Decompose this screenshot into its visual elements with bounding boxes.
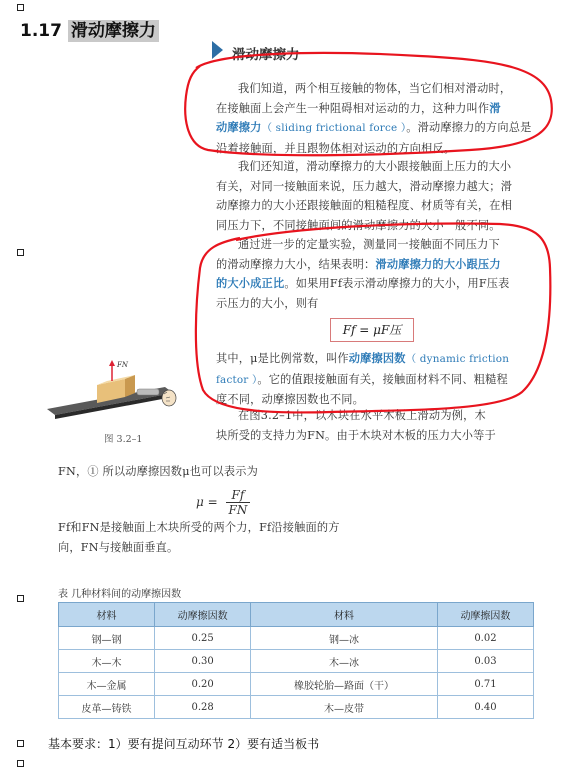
bullet-marker bbox=[17, 4, 24, 11]
section-marker-icon bbox=[212, 41, 223, 59]
table-cell: 钢—钢 bbox=[59, 627, 155, 650]
table-cell: 0.03 bbox=[437, 650, 533, 673]
table-cell: 木—金属 bbox=[59, 673, 155, 696]
english-term: （ sliding frictional force ） bbox=[261, 122, 407, 135]
text-line: 动摩擦力的大小还跟接触面的粗糙程度、材质等有关，在相 bbox=[216, 199, 513, 213]
text-line: 。它的值跟接触面有关，接触面材料不同、粗糙程 bbox=[257, 372, 508, 386]
table-row bbox=[59, 696, 534, 719]
keyword-proportional: 的大小成正比 bbox=[216, 276, 285, 291]
table-cell: 木—冰 bbox=[251, 650, 438, 673]
text-line: 向，FN与接触面垂直。 bbox=[58, 540, 179, 554]
table-cell: 0.71 bbox=[437, 673, 533, 696]
bullet-marker bbox=[17, 760, 24, 767]
table-caption: 表 几种材料间的动摩擦因数 bbox=[58, 589, 182, 600]
text-line: 。如果用Ff表示滑动摩擦力的大小，用F压表 bbox=[284, 277, 510, 291]
text-line: 在图3.2–1中，以木块在水平木板上滑动为例，木 bbox=[238, 409, 486, 422]
paragraph-definition bbox=[216, 79, 536, 158]
formula-lhs: μ = bbox=[196, 495, 218, 509]
bullet-marker bbox=[17, 249, 24, 256]
fraction bbox=[226, 488, 251, 517]
column-header: 动摩擦因数 bbox=[437, 603, 533, 627]
text-line: 我们还知道，滑动摩擦力的大小跟接触面上压力的大小 bbox=[238, 160, 512, 173]
keyword-sliding-friction: 滑 bbox=[489, 100, 501, 115]
fraction-numerator: Ff bbox=[226, 488, 251, 503]
text-line: 块所受的支持力为FN。由于木块对木板的压力大小等于 bbox=[216, 428, 496, 442]
english-term: （ dynamic friction bbox=[405, 353, 510, 365]
text-line: 的滑动摩擦力大小，结果表明： bbox=[216, 257, 376, 271]
table-row bbox=[59, 650, 534, 673]
text-line: 有关，对同一接触面来说，压力越大，滑动摩擦力越大；滑 bbox=[216, 179, 513, 193]
keyword-dynamic-friction: 动摩擦因数 bbox=[348, 351, 406, 365]
table-row bbox=[59, 627, 534, 650]
table-cell: 0.30 bbox=[155, 650, 251, 673]
formula-friction: Ff = μF压 bbox=[330, 318, 414, 342]
requirement-note: 基本要求：1）要有提问互动环节 2）要有适当板书 bbox=[48, 737, 320, 751]
formula-coefficient bbox=[196, 488, 250, 517]
table-cell: 钢—冰 bbox=[251, 627, 438, 650]
fraction-denominator: FN bbox=[228, 503, 248, 517]
table-cell: 0.02 bbox=[437, 627, 533, 650]
text-line: 在接触面上会产生一种阻碍相对运动的力，这种力叫作 bbox=[216, 101, 490, 115]
table-cell: 0.20 bbox=[155, 673, 251, 696]
paragraph-force-directions bbox=[58, 518, 488, 557]
column-header: 材料 bbox=[59, 603, 155, 627]
figure-block-on-board bbox=[45, 357, 195, 437]
arrow-head-icon bbox=[109, 360, 115, 366]
spring-scale bbox=[137, 389, 159, 395]
table-cell: 橡胶轮胎—路面（干） bbox=[251, 673, 438, 696]
table-cell: 皮革—铸铁 bbox=[59, 696, 155, 719]
bullet-marker bbox=[17, 740, 24, 747]
page-title bbox=[20, 16, 159, 41]
english-term: factor ） bbox=[216, 373, 258, 386]
table-row bbox=[59, 673, 534, 696]
text-line: 度不同，动摩擦因数也不同。 bbox=[216, 393, 365, 407]
table-cell: 0.40 bbox=[437, 696, 533, 719]
paragraph-coefficient-formula bbox=[58, 462, 488, 482]
column-header: 材料 bbox=[251, 603, 438, 627]
figure-caption: 图 3.2–1 bbox=[104, 434, 143, 445]
table-cell: 木—皮带 bbox=[251, 696, 438, 719]
text-line: 其中，μ是比例常数，叫作 bbox=[216, 352, 349, 365]
text-line: 沿着接触面，并且跟物体相对运动的方向相反。 bbox=[216, 141, 456, 155]
text-line: 同压力下，不同接触面间的滑动摩擦力的大小一般不同。 bbox=[216, 218, 501, 232]
text-line: 示压力的大小，则有 bbox=[216, 296, 319, 310]
table-cell: 0.25 bbox=[155, 627, 251, 650]
column-header: 动摩擦因数 bbox=[155, 603, 251, 627]
table-cell: 木—木 bbox=[59, 650, 155, 673]
text-line: Ff和FN是接触面上木块所受的两个力，Ff沿接触面的方 bbox=[58, 521, 340, 534]
keyword-sliding-friction: 动摩擦力 bbox=[216, 120, 262, 135]
paragraph-factors bbox=[216, 157, 536, 235]
paragraph-proportional bbox=[216, 235, 536, 313]
paragraph-coefficient bbox=[216, 349, 536, 410]
friction-coefficient-table bbox=[58, 602, 534, 719]
paragraph-example bbox=[216, 406, 536, 445]
keyword-proportional: 滑动摩擦力的大小跟压力 bbox=[375, 256, 501, 271]
text-line: FN，① 所以动摩擦因数μ也可以表示为 bbox=[58, 465, 258, 478]
table-cell: 0.28 bbox=[155, 696, 251, 719]
text-line: 通过进一步的定量实验，测量同一接触面不同压力下 bbox=[238, 238, 500, 251]
title-text: 滑动摩擦力 bbox=[68, 20, 159, 42]
section-heading: 滑动摩擦力 bbox=[232, 47, 300, 63]
hand-icon bbox=[162, 390, 176, 406]
bullet-marker bbox=[17, 595, 24, 602]
force-label: FN bbox=[117, 361, 128, 369]
text-line: 。滑动摩擦力的方向总是 bbox=[406, 121, 532, 135]
text-line: 我们知道，两个相互接触的物体，当它们相对滑动时， bbox=[238, 82, 512, 95]
table-header-row bbox=[59, 603, 534, 627]
title-number: 1.17 bbox=[20, 21, 62, 41]
